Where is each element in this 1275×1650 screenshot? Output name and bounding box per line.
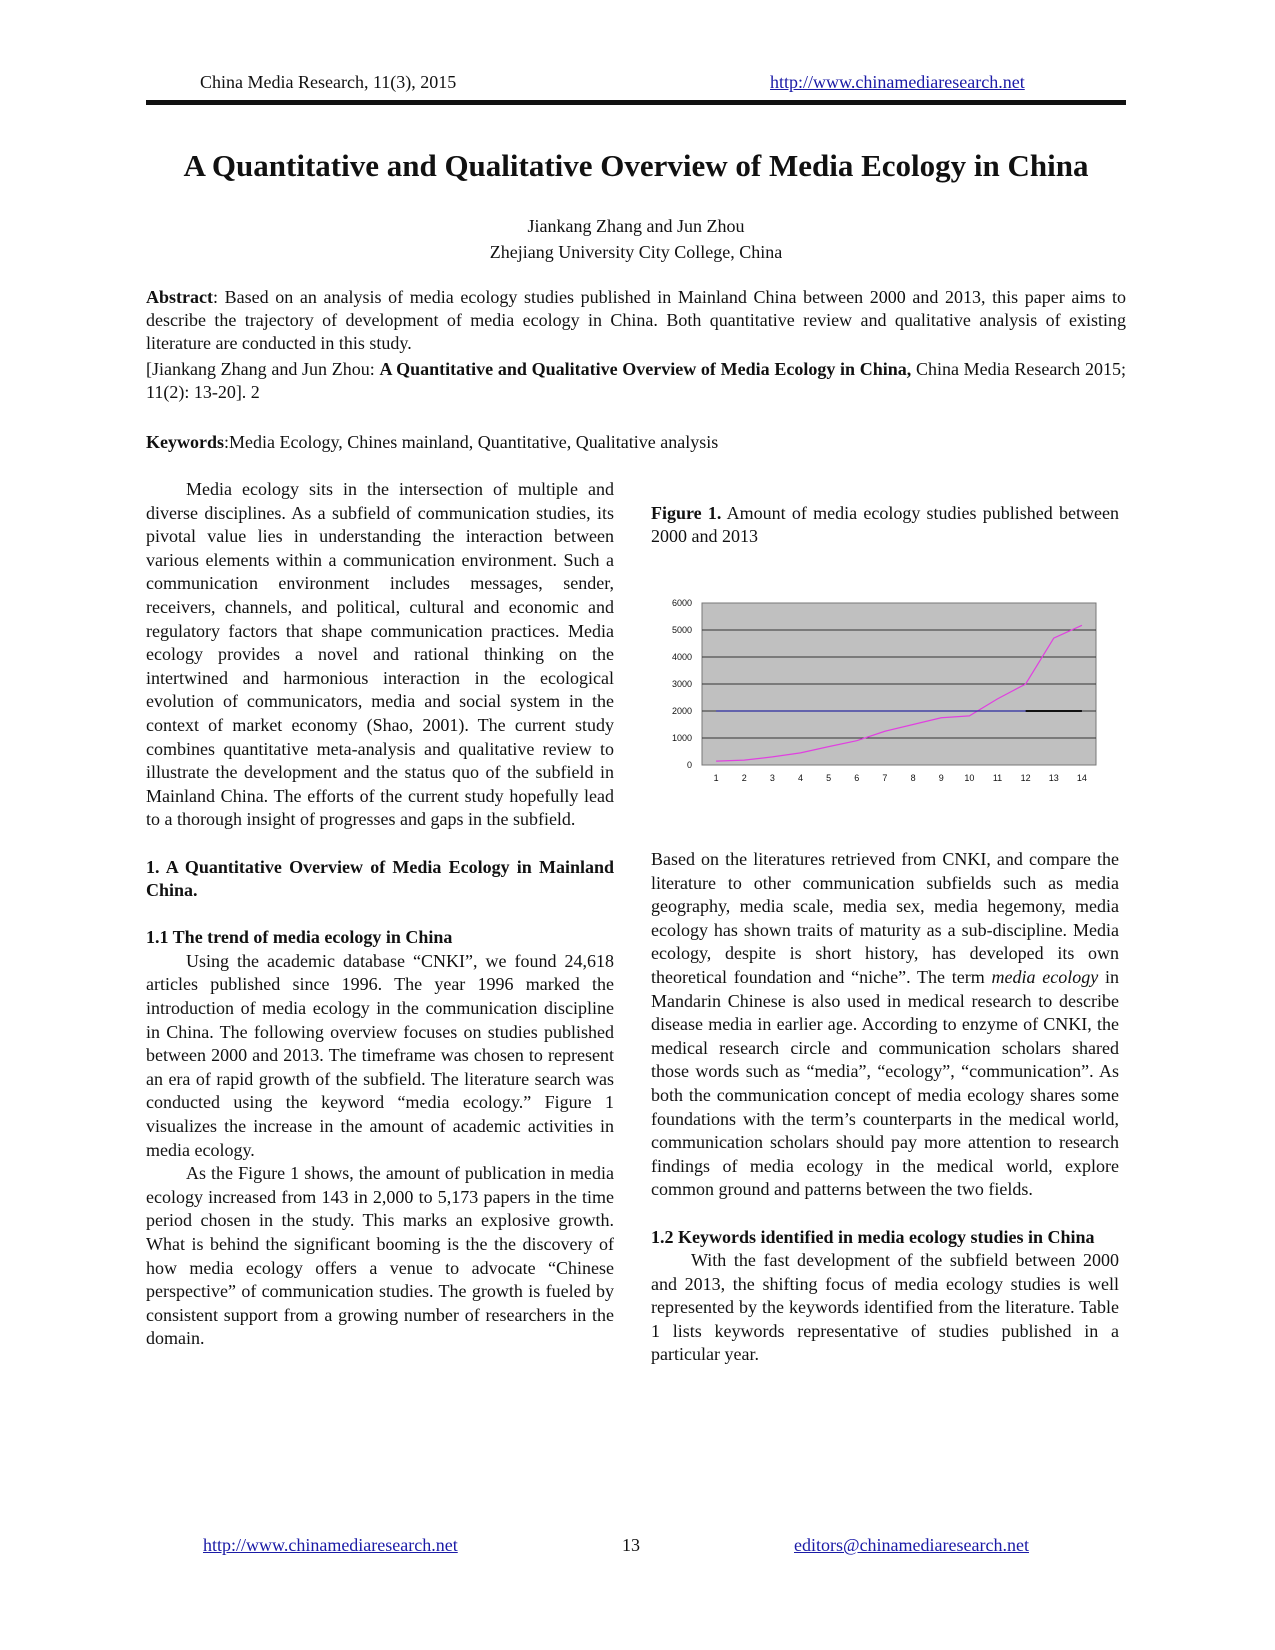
header-url-link[interactable]: http://www.chinamediaresearch.net xyxy=(770,72,1025,92)
paragraph-1-2: With the fast development of the subfield between 2000 and 2013, the shifting focus of media ecology studies is well represented by the keywords identified from the literature. Table 1 lists keywords representative of studies published in a particular year. xyxy=(651,1250,1119,1365)
x-tick-label: 9 xyxy=(938,773,944,783)
abstract xyxy=(146,286,1126,355)
x-tick-label: 6 xyxy=(854,773,860,783)
citation xyxy=(146,358,1126,404)
x-tick-label: 4 xyxy=(797,773,804,783)
intro-paragraph: Media ecology sits in the intersection of multiple and diverse disciplines. As a subfield of communication studies, its pivotal value lies in understanding the interaction between various elements within a communication environment. Such a communication environment includes messages, sender, receivers, channels, and political, cultural and economic and regulatory factors that shape communication practices. Media ecology provides a novel and rational thinking on the intertwined and harmonious interaction in the ecological evolution of communicators, media and social system in the context of market economy (Shao, 2001). The current study combines quantitative meta-analysis and qualitative review to illustrate the development and the status quo of the subfield in Mainland China. The efforts of the current study hopefully lead to a thorough insight of progresses and gaps in the subfield. xyxy=(146,479,614,830)
keywords-label: Keywords xyxy=(146,432,224,452)
paragraph-1-1-b: As the Figure 1 shows, the amount of publication in media ecology increased from 143 in 2,000 to 5,173 papers in the time period chosen in the study. This marks an explosive growth. What is behind the significant booming is the the discovery of how media ecology offers a venue to advocate “Chinese perspective” of communication studies. The growth is fueled by consistent support from a growing number of researchers in the domain. xyxy=(146,1163,614,1349)
paragraph-cnki xyxy=(651,848,1119,1202)
y-tick-label: 2000 xyxy=(671,706,692,716)
section-heading-1-2: 1.2 Keywords identified in media ecology studies in China xyxy=(651,1226,1095,1247)
para-cnki-em: media ecology xyxy=(991,966,1099,987)
y-tick-label: 5000 xyxy=(671,625,692,635)
x-tick-label: 3 xyxy=(769,773,775,783)
authors: Jiankang Zhang and Jun Zhou xyxy=(527,216,745,236)
para-cnki-b: in Mandarin Chinese is also used in medical research to describe disease media in earlier age. According to enzyme of CNKI, the medical research circle and communication scholars shared those words such as “media”, “ecology”, “communication”. As both the communication concept of media ecology shares some foundations with the term’s counterparts in the medical world, communication scholars should pay more attention to research findings of media ecology in the medical world, explore common ground and patterns between the two fields. xyxy=(651,966,1119,1200)
section-heading-1: 1. A Quantitative Overview of Media Ecology in Mainland China. xyxy=(146,856,614,901)
figure-label: Figure 1. xyxy=(651,503,722,523)
x-tick-label: 10 xyxy=(964,773,975,783)
x-tick-label: 8 xyxy=(910,773,916,783)
y-tick-label: 6000 xyxy=(671,598,692,608)
right-column xyxy=(651,848,1119,1367)
running-head-journal: China Media Research, 11(3), 2015 xyxy=(200,72,457,92)
left-column xyxy=(146,478,614,1351)
header-rule xyxy=(146,100,1126,105)
x-tick-label: 13 xyxy=(1048,773,1059,783)
y-tick-label: 1000 xyxy=(671,733,692,743)
para-cnki-a: Based on the literatures retrieved from CNKI, and compare the literature to other communication subfields such as media geography, media scale, media sex, media hegemony, media ecology has shown traits of maturity as a sub-discipline. Media ecology, despite is short history, has developed its own theoretical foundation and “niche”. The term xyxy=(651,849,1119,987)
citation-prefix: [Jiankang Zhang and Jun Zhou: xyxy=(146,359,380,379)
line-chart-svg xyxy=(660,595,1120,805)
x-tick-label: 14 xyxy=(1076,773,1087,783)
footer-email-link[interactable]: editors@chinamediaresearch.net xyxy=(794,1535,1029,1555)
x-tick-label: 2 xyxy=(741,773,747,783)
author-block xyxy=(146,213,1126,265)
citation-suffix: China Media Research 2015; 11(2): 13-20]. 2 xyxy=(146,359,1126,402)
page-number: 13 xyxy=(622,1535,640,1555)
y-tick-label: 3000 xyxy=(671,679,692,689)
citation-title: A Quantitative and Qualitative Overview of Media Ecology in China, xyxy=(379,359,912,379)
affiliation: Zhejiang University City College, China xyxy=(489,242,783,262)
x-tick-label: 1 xyxy=(713,773,719,783)
x-tick-label: 12 xyxy=(1020,773,1031,783)
x-tick-label: 11 xyxy=(992,773,1003,783)
x-tick-label: 7 xyxy=(882,773,888,783)
figure-caption-text: Amount of media ecology studies published between 2000 and 2013 xyxy=(651,503,1119,546)
keywords-text: :Media Ecology, Chines mainland, Quantitative, Qualitative analysis xyxy=(224,432,719,452)
y-tick-label: 0 xyxy=(686,760,692,770)
y-tick-label: 4000 xyxy=(671,652,692,662)
figure-1-chart xyxy=(660,595,1120,805)
abstract-label: Abstract xyxy=(146,287,213,307)
footer-url-link[interactable]: http://www.chinamediaresearch.net xyxy=(203,1535,458,1555)
x-tick-label: 5 xyxy=(826,773,832,783)
section-heading-1-1: 1.1 The trend of media ecology in China xyxy=(146,927,453,948)
paragraph-1-1-a: Using the academic database “CNKI”, we found 24,618 articles published since 1996. The year 1996 marked the introduction of media ecology in the communication discipline in China. The following overview focuses on studies published between 2000 and 2013. The timeframe was chosen to represent an era of rapid growth of the subfield. The literature search was conducted using the keyword “media ecology.” Figure 1 visualizes the increase in the amount of academic activities in media ecology. xyxy=(146,950,614,1160)
figure-caption xyxy=(651,502,1119,548)
paper-title: A Quantitative and Qualitative Overview of Media Ecology in China xyxy=(183,148,1089,183)
abstract-text: : Based on an analysis of media ecology studies published in Mainland China between 2000 and 2013, this paper aims to describe the trajectory of development of media ecology in China. Both quantitative review and qualitative analysis of existing literature are conducted in this study. xyxy=(146,287,1126,353)
keywords xyxy=(146,432,1126,453)
